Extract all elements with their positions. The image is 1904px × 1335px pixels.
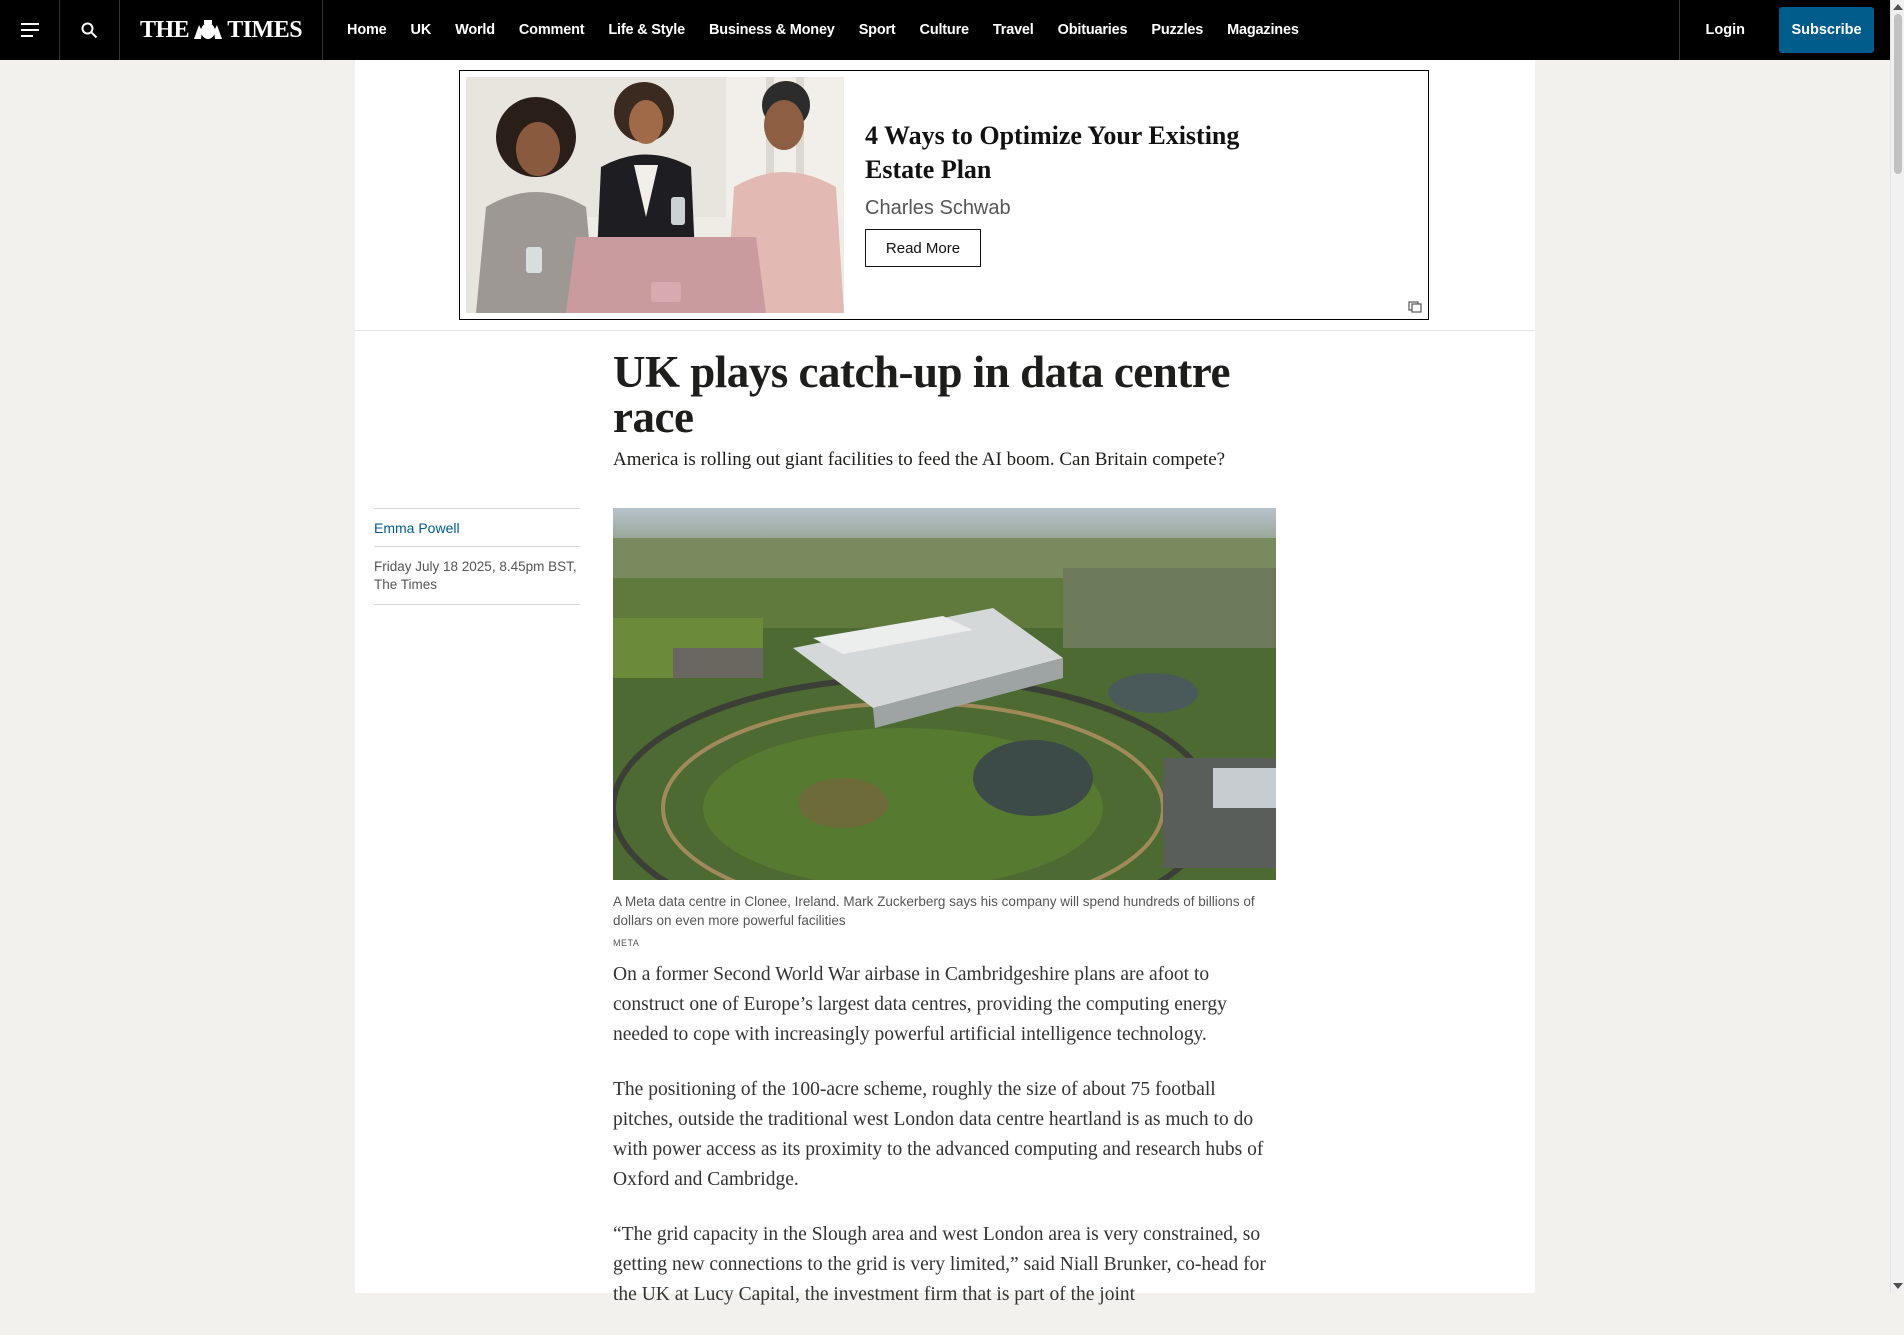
the-times-logo[interactable]	[120, 0, 323, 60]
nav-puzzles[interactable]: Puzzles	[1151, 22, 1204, 38]
nav-home[interactable]: Home	[347, 22, 387, 38]
search-button[interactable]	[60, 0, 120, 60]
nav-travel[interactable]: Travel	[992, 22, 1034, 38]
page-scrollbar[interactable]	[1890, 0, 1904, 1293]
login-button[interactable]: Login	[1679, 0, 1771, 60]
nav-culture[interactable]: Culture	[919, 22, 969, 38]
scroll-down-arrow-icon[interactable]	[1893, 1283, 1903, 1289]
nav-life-style[interactable]: Life & Style	[608, 22, 685, 38]
nav-comment[interactable]: Comment	[518, 22, 585, 38]
royal-crest-icon	[191, 19, 225, 41]
nav-business-money[interactable]: Business & Money	[708, 22, 835, 38]
subscribe-button[interactable]: Subscribe	[1779, 7, 1874, 53]
ad-choices-icon[interactable]	[1408, 301, 1422, 313]
article-paragraph: “The grid capacity in the Slough area and west London area is very constrained, so getting new connections to the grid is very limited,” said Niall Brunker, co-head for the UK at Lucy Capital, the investment firm that is part of the joint	[613, 1224, 1266, 1305]
article-body	[613, 960, 1276, 1335]
author-link[interactable]: Emma Powell	[374, 520, 460, 536]
article-paragraph: On a former Second World War airbase in Cambridgeshire plans are afoot to construct one of Europe’s largest data centres, providing the computing energy needed to cope with increasingly powerful artificial intelligence technology.	[613, 964, 1227, 1045]
ad-brand: Charles Schwab	[865, 197, 1011, 219]
main-nav	[323, 0, 1311, 60]
menu-button[interactable]	[0, 0, 60, 60]
article-headline: UK plays catch-up in data centre race	[613, 347, 1230, 442]
byline-rule-bottom	[374, 604, 580, 605]
logo-text-times: TIMES	[227, 16, 303, 43]
nav-obituaries[interactable]: Obituaries	[1057, 22, 1128, 38]
article-hero-image[interactable]	[613, 508, 1276, 880]
byline	[374, 508, 580, 605]
article-dateline: Friday July 18 2025, 8.45pm BST, The Times	[374, 559, 577, 592]
ad-headline[interactable]: 4 Ways to Optimize Your Existing Estate Plan	[865, 121, 1240, 184]
top-navigation-bar	[0, 0, 1890, 60]
ad-photo-people-laptop	[466, 77, 844, 313]
section-divider	[355, 330, 1535, 331]
nav-uk[interactable]: UK	[410, 22, 432, 38]
nav-magazines[interactable]: Magazines	[1227, 22, 1299, 38]
search-icon	[81, 22, 98, 39]
nav-sport[interactable]: Sport	[858, 22, 896, 38]
hamburger-icon	[21, 23, 39, 37]
image-caption: A Meta data centre in Clonee, Ireland. Mark Zuckerberg says his company will spend hundreds of billions of dollars on even more powerful facilities	[613, 894, 1255, 928]
image-credit: META	[613, 938, 640, 948]
article-standfirst: America is rolling out giant facilities to feed the AI boom. Can Britain compete?	[613, 449, 1226, 470]
advertisement[interactable]	[459, 70, 1429, 320]
nav-world[interactable]: World	[455, 22, 495, 38]
scrollbar-thumb[interactable]	[1894, 14, 1902, 174]
account-actions	[1679, 0, 1890, 60]
ad-read-more-button[interactable]: Read More	[865, 229, 981, 267]
article-paragraph: The positioning of the 100-acre scheme, roughly the size of about 75 football pitches, outside the traditional west London data centre heartland is as much to do with power access as its proximity to the advanced computing and research hubs of Oxford and Cambridge.	[613, 1079, 1264, 1190]
page-content	[355, 60, 1535, 1305]
ad-image[interactable]	[466, 77, 844, 313]
aerial-data-centre-photo	[613, 508, 1276, 880]
scroll-up-arrow-icon[interactable]	[1893, 4, 1903, 10]
logo-text-the: THE	[140, 16, 190, 43]
